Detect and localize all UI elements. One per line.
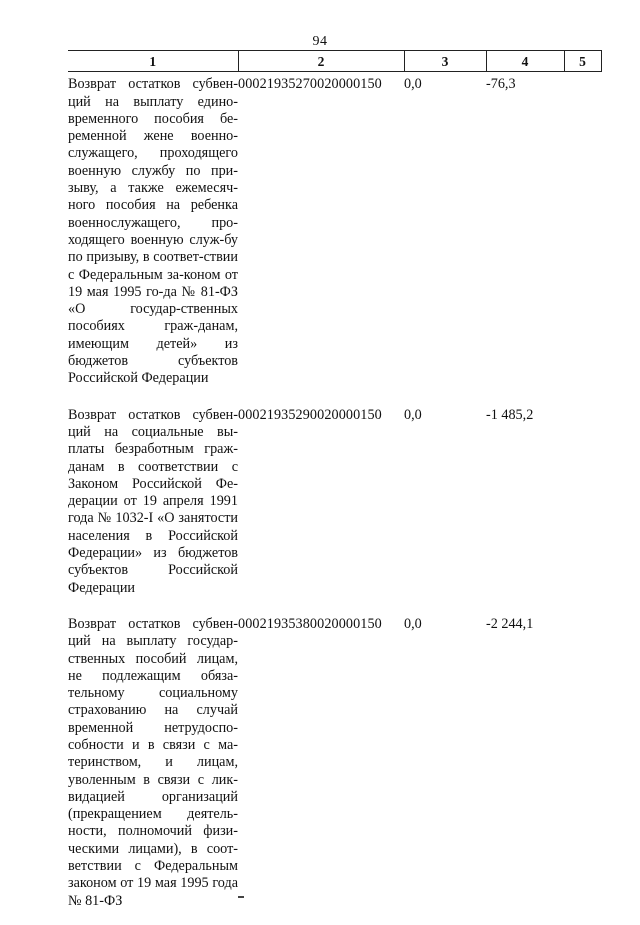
row-value-col3: 0,0 — [404, 76, 422, 93]
row-budget-code: 00021935380020000150 — [238, 615, 382, 632]
row-budget-code: 00021935290020000150 — [238, 406, 382, 423]
page-number: 94 — [312, 34, 328, 49]
table-row — [68, 612, 601, 925]
row-value-col5 — [564, 403, 601, 612]
header-row — [68, 51, 601, 72]
row-value-col3: 0,0 — [404, 615, 422, 632]
header-col-1: 1 — [68, 51, 238, 72]
row-description: Возврат остатков субвен-ций на выплату государ-ственных пособий лицам, не подлежащим обяза-тельному социальному страхованию на случай временной нетрудоспо-собности и в связи с ма-теринством, и лицам, уволенным в связи с лик-видацией организаций (прекращением деятель-ности, полномочий физи-ческими лицами), в соот-ветствии с Федеральным законом от 19 мая 1995 года № 81-ФЗ — [68, 615, 238, 909]
row-value-col4: -76,3 — [486, 76, 516, 93]
row-description: Возврат остатков субвен-ций на социальные вы-платы безработным граж-данам в соответствии с Законом Российской Фе-дерации от 19 апреля 1991 года № 1032-I «О занятости населения в Российской Федерации» из бюджетов субъектов Российской Федерации — [68, 406, 238, 596]
table-row — [68, 72, 601, 403]
header-col-2: 2 — [238, 51, 404, 72]
header-col-4: 4 — [486, 51, 564, 72]
table-row — [68, 403, 601, 612]
scan-mark — [238, 896, 244, 898]
row-value-col3: 0,0 — [404, 406, 422, 423]
budget-table — [68, 50, 602, 925]
row-value-col5 — [564, 72, 601, 403]
row-description: Возврат остатков субвен-ций на выплату едино-временного пособия бе-ременной жене военно-служащего, проходящего военную службу по при-зыву, а также ежемесяч-ного пособия на ребенка военнослужащего, про-ходящего военную служ-бу по призыву, в соответ-ствии с Федеральным за-коном от 19 мая 1995 го-да № 81-ФЗ «О государ-ственных пособиях граж-данам, имеющим детей» из бюджетов субъектов Российской Федерации — [68, 76, 238, 387]
table-header — [68, 51, 601, 72]
row-value-col4: -1 485,2 — [486, 406, 534, 423]
row-budget-code: 00021935270020000150 — [238, 76, 382, 93]
header-col-5: 5 — [564, 51, 601, 72]
row-value-col4: -2 244,1 — [486, 615, 534, 632]
row-value-col5 — [564, 612, 601, 925]
table-body — [68, 72, 601, 925]
header-col-3: 3 — [404, 51, 486, 72]
